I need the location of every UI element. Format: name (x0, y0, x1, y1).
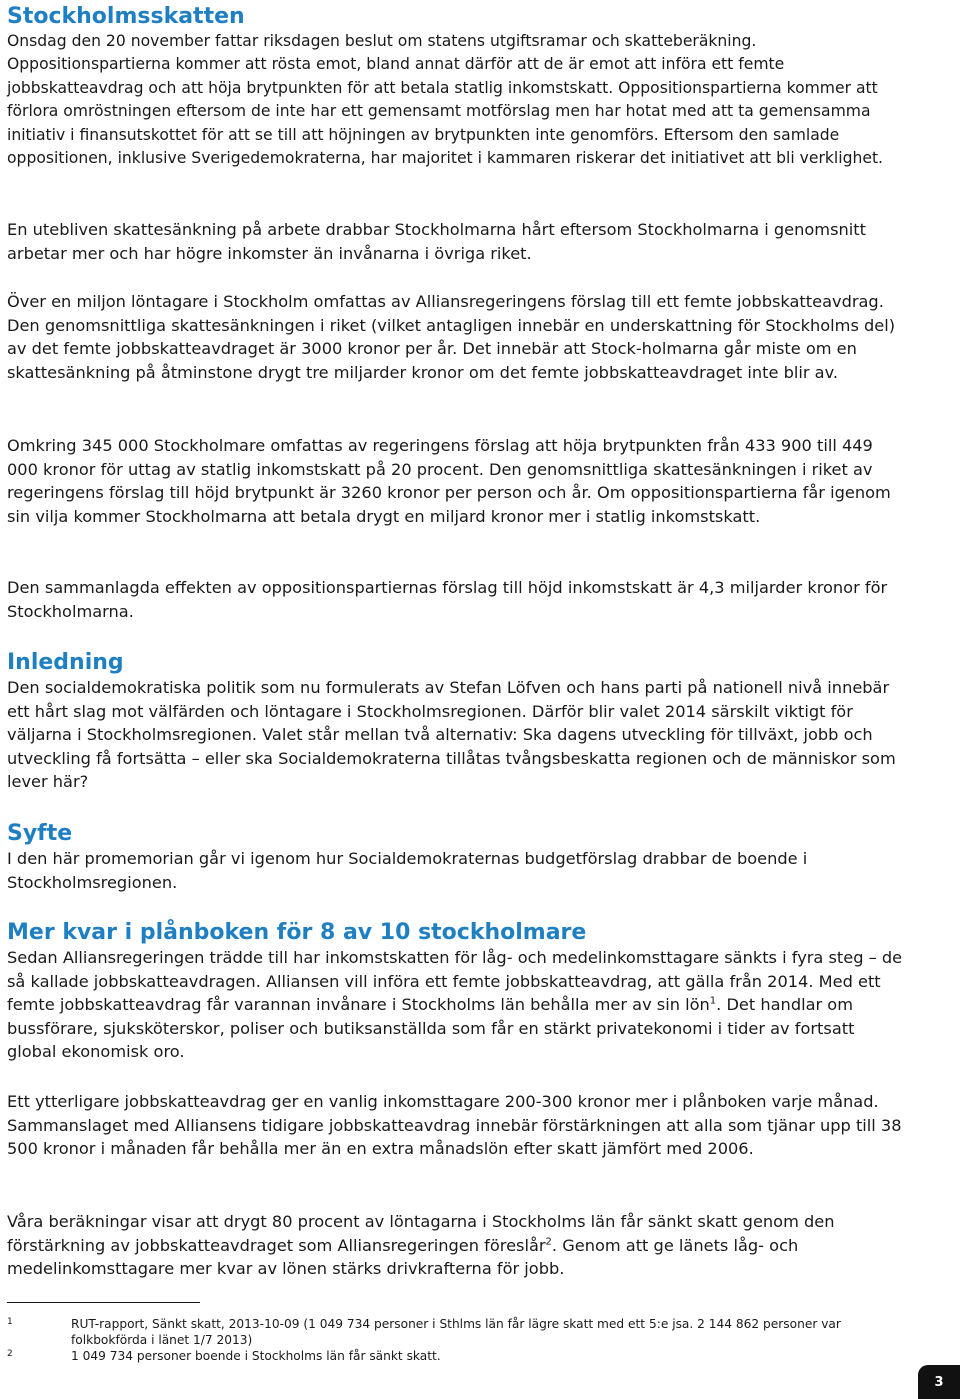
footnote-number: 2 (7, 1349, 13, 1359)
section-heading-inledning: Inledning (7, 650, 124, 675)
footnote-ref-1: 1 (709, 995, 717, 1007)
footnote-text: 1 049 734 personer boende i Stockholms län får sänkt skatt. (71, 1349, 441, 1363)
paragraph-brytpunkt: Omkring 345 000 Stockholmare omfattas av regeringens förslag att höja brytpunkten från 433 900 till 449 000 kronor för uttag av statlig inkomstskatt på 20 procent. Den genomsnittliga skattesänkningen i riket av regeringens förslag till höjd brytpunkt är 3260 kronor per person och år. Om oppositionspartierna får igenom sin vilja kommer Stockholmarna att betala drygt en miljard kronor mer i statlig inkomstskatt. (7, 436, 891, 526)
footnote-ref-2: 2 (545, 1236, 552, 1248)
paragraph-syfte: I den här promemorian går vi igenom hur Socialdemokraternas budgetförslag drabbar de boende i Stockholmsregionen. (7, 849, 808, 892)
section-heading-stockholmsskatten: Stockholmsskatten (7, 4, 245, 29)
paragraph-utebliven: En utebliven skattesänkning på arbete drabbar Stockholmarna hårt eftersom Stockholmarna i genomsnitt arbetar mer och har högre inkomster än invånarna i övriga riket. (7, 220, 866, 263)
paragraph-ytterligare-avdrag: Ett ytterligare jobbskatteavdrag ger en vanlig inkomsttagare 200-300 kronor mer i plånboken varje månad. Sammanslaget med Alliansens tidigare jobbskatteavdrag innebär förstärkningen att alla som tjänar upp till 38 500 kronor i månaden får behålla mer än en extra månadslön efter skatt jämfört med 2006. (7, 1092, 902, 1159)
paragraph-alliansregeringen (7, 946, 907, 1064)
text-run: . Det handlar om bussförare, sjuksköterskor, poliser och butiksanställda som får en stärkt privatekonomi i tider av fortsatt global ekonomisk oro. (7, 995, 855, 1062)
paragraph-inledning: Den socialdemokratiska politik som nu formulerats av Stefan Löfven och hans parti på nationell nivå innebär ett hårt slag mot välfärden och löntagare i Stockholmsregionen. Därför blir valet 2014 särskilt viktigt för väljarna i Stockholmsregionen. Valet står mellan två alternativ: Ska dagens utveckling för tillväxt, jobb och utveckling få fortsätta – eller ska Socialdemokraterna tillåtas tvångsbeskatta regionen och de människor som lever här? (7, 678, 896, 792)
paragraph-intro: Onsdag den 20 november fattar riksdagen beslut om statens utgiftsramar och skatteberäkning. Oppositionspartierna kommer att rösta emot, bland annat därför att de är emot att införa ett femte jobbskatteavdrag och att höja brytpunkten för att betala statlig inkomstskatt. Oppositionspartierna kommer att förlora omröstningen eftersom de inte har ett gemensamt motförslag men har hotat med att ta gemensamma initiativ i finansutskottet för att se till att höjningen av brytpunkten inte genomförs. Eftersom den samlade oppositionen, inklusive Sverigedemokraterna, har majoritet i kammaren riskerar det initiativet att bli verklighet. (7, 32, 884, 168)
text-run: Våra beräkningar visar att drygt 80 procent av löntagarna i Stockholms län får sänkt skatt genom den förstärkning av jobbskatteavdraget som Alliansregeringen föreslår (7, 1212, 835, 1255)
paragraph-berakningar (7, 1210, 907, 1281)
footnote-text: RUT-rapport, Sänkt skatt, 2013-10-09 (1 049 734 personer i Sthlms län får lägre skatt med ett 5:e jsa. 2 144 862 personer var folkbokförda i länet 1/7 2013) (71, 1317, 841, 1347)
section-heading-mer-kvar: Mer kvar i plånboken för 8 av 10 stockholmare (7, 920, 587, 945)
text-run: Sedan Alliansregeringen trädde till har inkomstskatten för låg- och medelinkomsttagare sänkts i fyra steg – de så kallade jobbskatteavdragen. Alliansen vill införa ett femte jobbskatteavdrag, att gälla från 2014. Med ett femte jobbskatteavdrag får varannan invånare i Stockholms län behålla mer av sin lön (7, 948, 903, 1015)
footnote-number: 1 (7, 1317, 13, 1327)
paragraph-sammanlagd-effekt: Den sammanlagda effekten av oppositionspartiernas förslag till höjd inkomstskatt är 4,3 miljarder kronor för Stockholmarna. (7, 578, 888, 621)
footnote-divider (7, 1302, 200, 1303)
text-run: . Genom att ge länets låg- och medelinkomsttagare mer kvar av lönen stärks drivkrafterna för jobb. (7, 1235, 799, 1279)
page-number-badge: 3 (918, 1365, 960, 1399)
section-heading-syfte: Syfte (7, 821, 73, 846)
paragraph-miljon-lontagare: Över en miljon löntagare i Stockholm omfattas av Alliansregeringens förslag till ett femte jobbskatteavdrag. Den genomsnittliga skattesänkningen i riket (vilket antagligen innebär en underskattning för Stockholms del) av det femte jobbskatteavdraget är 3000 kronor per år. Det innebär att Stock-holmarna går miste om en skattesänkning på åtminstone drygt tre miljarder kronor om det femte jobbskatteavdraget inte blir av. (7, 292, 896, 382)
